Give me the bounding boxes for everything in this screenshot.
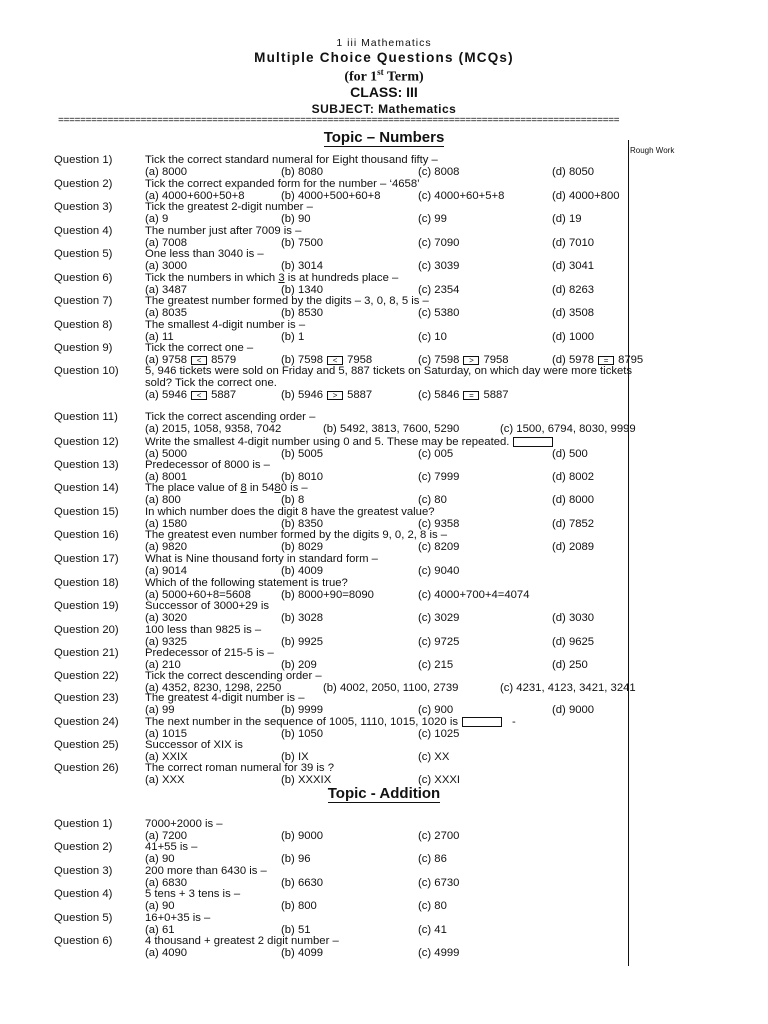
answer-option[interactable]: (c) 9040 — [418, 565, 460, 577]
answer-option[interactable]: (d) 3030 — [552, 612, 595, 624]
answer-option[interactable]: (b) 4099 — [281, 947, 324, 959]
answer-option[interactable]: (b) 90 — [281, 213, 311, 225]
option-right-number: 7958 — [347, 354, 373, 366]
question-number: Question 14) — [54, 482, 119, 494]
answer-option[interactable]: (a) 2015, 1058, 9358, 7042 — [145, 423, 282, 435]
question-text-line: One less than 3040 is – — [145, 248, 264, 260]
answer-blank-box[interactable] — [462, 717, 502, 727]
answer-option[interactable]: (b) 5492, 3813, 7600, 5290 — [323, 423, 460, 435]
answer-option[interactable]: (d) 19 — [552, 213, 582, 225]
question-text — [145, 889, 725, 901]
question-text-line: Tick the correct expanded form for the number – ‘4658’ — [145, 178, 420, 190]
question-number: Question 19) — [54, 600, 119, 612]
answer-option[interactable]: (b) 8000+90=8090 — [281, 589, 374, 601]
question-number: Question 5) — [54, 248, 113, 260]
answer-option[interactable]: (a) 11 — [145, 331, 174, 343]
underlined-digit: 8 — [274, 482, 281, 494]
answer-option[interactable]: (b) 1340 — [281, 284, 324, 296]
question-text-line: Successor of 3000+29 is — [145, 600, 270, 612]
question-number: Question 4) — [54, 888, 113, 900]
question-text — [145, 412, 725, 424]
question-text — [145, 530, 725, 542]
answer-option[interactable]: (b) 800 — [281, 900, 317, 912]
question-text — [145, 740, 725, 752]
question-text — [145, 763, 725, 775]
answer-option[interactable]: (c) 80 — [418, 494, 447, 506]
question-text-line: Write the smallest 4-digit number using 0 and 5. These may be repeated. — [145, 436, 510, 448]
topic-title-text: Topic - Addition — [327, 785, 441, 802]
options-row — [145, 948, 745, 960]
answer-option[interactable]: (a) 8035 — [145, 307, 188, 319]
question-number: Question 5) — [54, 912, 113, 924]
question-text-line: 200 more than 6430 is – — [145, 865, 267, 877]
question-text — [145, 460, 725, 472]
answer-option[interactable]: (c) XX — [418, 751, 450, 763]
question-text — [145, 483, 725, 495]
answer-option[interactable]: (b) IX — [281, 751, 309, 763]
question-number: Question 12) — [54, 436, 119, 448]
question-text-line: What is Nine thousand forty in standard form – — [145, 553, 378, 565]
question-text-line: 5 tens + 3 tens is – — [145, 888, 241, 900]
answer-option[interactable]: (a) 99 — [145, 704, 175, 716]
question-text-line: 5, 946 tickets were sold on Friday and 5, 887 tickets on Saturday, on which day were more tickets — [145, 365, 633, 377]
question-text — [145, 693, 725, 705]
option-left-number: (a) 5946 — [145, 389, 188, 401]
question-number: Question 10) — [54, 365, 119, 377]
options-row — [145, 390, 745, 402]
underlined-digit: 8 — [240, 482, 247, 494]
answer-option[interactable]: (c) 7999 — [418, 471, 460, 483]
question-number: Question 3) — [54, 201, 113, 213]
question-text — [145, 625, 725, 637]
answer-option[interactable]: (c) 6730 — [418, 877, 460, 889]
answer-option[interactable]: (b) 96 — [281, 853, 311, 865]
answer-option[interactable]: (a) 7200 — [145, 830, 188, 842]
question-number: Question 2) — [54, 178, 113, 190]
question-text — [145, 842, 725, 854]
question-text — [145, 320, 725, 332]
question-text-line: Predecessor of 8000 is – — [145, 459, 270, 471]
question-text — [145, 866, 725, 878]
question-number: Question 1) — [54, 818, 113, 830]
question-text — [145, 671, 725, 683]
answer-option[interactable]: (c) 8008 — [418, 166, 460, 178]
answer-option[interactable]: (d) 2089 — [552, 541, 595, 553]
answer-option[interactable]: (a) 3000 — [145, 260, 188, 272]
answer-option[interactable]: (a) XXIX — [145, 751, 188, 763]
answer-option[interactable]: (c) 86 — [418, 853, 447, 865]
answer-option[interactable]: (d) 8050 — [552, 166, 595, 178]
answer-option[interactable] — [418, 390, 509, 402]
question-text — [145, 648, 725, 660]
question-text-line: Tick the correct descending order – — [145, 670, 322, 682]
question-number: Question 13) — [54, 459, 119, 471]
question-number: Question 8) — [54, 319, 113, 331]
answer-option[interactable]: (a) 9 — [145, 213, 169, 225]
separator-rule: ====================================================================================================== — [58, 116, 620, 127]
answer-blank-box[interactable] — [513, 437, 553, 447]
option-right-number: 5887 — [211, 389, 237, 401]
question-text-line: sold? Tick the correct one. — [145, 376, 277, 389]
question-text — [145, 601, 725, 613]
option-right-number: 5887 — [347, 389, 373, 401]
answer-option[interactable]: (b) 3014 — [281, 260, 324, 272]
answer-option[interactable]: (c) 7090 — [418, 237, 460, 249]
question-text — [145, 249, 725, 261]
question-text-line: The greatest number formed by the digits – 3, 0, 8, 5 is – — [145, 295, 429, 307]
question-text-line: In which number does the digit 8 have the greatest value? — [145, 506, 435, 518]
term-sup: st — [377, 67, 384, 77]
question-number: Question 25) — [54, 739, 119, 751]
answer-option[interactable]: (d) 9625 — [552, 636, 595, 648]
answer-option[interactable]: (c) 9358 — [418, 518, 460, 530]
option-left-number: (c) 5846 — [418, 389, 460, 401]
question-text — [145, 554, 725, 566]
question-number: Question 16) — [54, 529, 119, 541]
question-text-line: The greatest 4-digit number is – — [145, 692, 305, 704]
answer-option[interactable]: (a) 90 — [145, 900, 175, 912]
answer-option[interactable]: (b) 1050 — [281, 728, 324, 740]
question-text — [145, 936, 725, 948]
comparison-sign-box: > — [327, 391, 343, 400]
answer-option[interactable]: (a) XXX — [145, 774, 185, 786]
question-text-line: Tick the numbers in which 3 is at hundreds place – — [145, 272, 399, 284]
option-left-number: (d) 5978 — [552, 354, 595, 366]
question-number: Question 20) — [54, 624, 119, 636]
answer-option[interactable]: (b) 5005 — [281, 448, 324, 460]
answer-option[interactable]: (d) 8000 — [552, 494, 595, 506]
options-row — [145, 901, 745, 913]
answer-option[interactable]: (a) 61 — [145, 924, 175, 936]
answer-option[interactable]: (c) 3039 — [418, 260, 460, 272]
question-number: Question 11) — [54, 411, 118, 423]
question-text — [145, 437, 725, 449]
question-number: Question 21) — [54, 647, 119, 659]
answer-option[interactable]: (c) 9725 — [418, 636, 460, 648]
answer-option[interactable]: (b) 3028 — [281, 612, 324, 624]
answer-option[interactable]: (c) 005 — [418, 448, 454, 460]
answer-option[interactable]: (a) 5000+60+8=5608 — [145, 589, 251, 601]
answer-option[interactable]: (b) 51 — [281, 924, 311, 936]
question-text-line: The greatest even number formed by the digits 9, 0, 2, 8 is – — [145, 529, 448, 541]
question-number: Question 1) — [54, 154, 113, 166]
question-text — [145, 202, 725, 214]
question-number: Question 23) — [54, 692, 119, 704]
answer-option[interactable]: (c) 4000+60+5+8 — [418, 190, 505, 202]
answer-option[interactable]: (d) 8002 — [552, 471, 595, 483]
question-number: Question 7) — [54, 295, 113, 307]
answer-option[interactable]: (d) 9000 — [552, 704, 595, 716]
answer-option[interactable]: (a) 1015 — [145, 728, 188, 740]
answer-option[interactable]: (c) XXXI — [418, 774, 461, 786]
answer-option[interactable]: (a) 4090 — [145, 947, 188, 959]
answer-option[interactable]: (a) 4000+600+50+8 — [145, 190, 245, 202]
answer-option[interactable]: (a) 1580 — [145, 518, 188, 530]
option-right-number: 8795 — [618, 354, 644, 366]
answer-option[interactable]: (b) 8350 — [281, 518, 324, 530]
class-line: CLASS: III — [350, 84, 418, 100]
question-text-line: Which of the following statement is true? — [145, 577, 348, 589]
answer-option[interactable]: (b) 4000+500+60+8 — [281, 190, 381, 202]
answer-option[interactable]: (c) 900 — [418, 704, 454, 716]
question-text-line: 16+0+35 is – — [145, 912, 211, 924]
answer-option[interactable]: (c) 1500, 6794, 8030, 9999 — [500, 423, 636, 435]
topic-title — [0, 785, 768, 802]
question-text-line: Successor of XIX is — [145, 739, 243, 751]
question-text-line: 4 thousand + greatest 2 digit number – — [145, 935, 339, 947]
question-text-line: 41+55 is – — [145, 841, 198, 853]
question-text — [145, 366, 725, 389]
answer-option[interactable]: (a) 90 — [145, 853, 175, 865]
answer-option[interactable]: (a) 7008 — [145, 237, 188, 249]
answer-option[interactable]: (c) 2700 — [418, 830, 460, 842]
comparison-sign-box: < — [191, 391, 207, 400]
subject-line: SUBJECT: Mathematics — [311, 102, 457, 116]
option-right-number: 5887 — [483, 389, 509, 401]
comparison-sign-box: = — [463, 391, 479, 400]
answer-option[interactable]: (b) 1 — [281, 331, 305, 343]
answer-option[interactable]: (a) 5000 — [145, 448, 188, 460]
option-right-number: 8579 — [211, 354, 237, 366]
answer-option[interactable]: (d) 500 — [552, 448, 588, 460]
question-text — [145, 578, 725, 590]
term-post: Term) — [383, 69, 424, 85]
question-number: Question 22) — [54, 670, 119, 682]
answer-option[interactable]: (c) 5380 — [418, 307, 460, 319]
question-text — [145, 179, 725, 191]
answer-option[interactable]: (b) 8530 — [281, 307, 324, 319]
answer-option[interactable]: (a) 4352, 8230, 1298, 2250 — [145, 682, 282, 694]
question-number: Question 26) — [54, 762, 119, 774]
answer-option[interactable]: (b) 8080 — [281, 166, 324, 178]
question-text-line: Predecessor of 215-5 is – — [145, 647, 274, 659]
answer-option[interactable]: (c) 4999 — [418, 947, 460, 959]
answer-option[interactable]: (d) 3041 — [552, 260, 595, 272]
answer-option[interactable]: (c) 10 — [418, 331, 447, 343]
question-number: Question 24) — [54, 716, 119, 728]
answer-option[interactable]: (b) 209 — [281, 659, 317, 671]
answer-option[interactable] — [281, 390, 372, 402]
answer-option[interactable]: (a) 8000 — [145, 166, 188, 178]
answer-option[interactable]: (d) 7852 — [552, 518, 595, 530]
term-line — [0, 67, 768, 86]
answer-option[interactable]: (b) XXXIX — [281, 774, 332, 786]
question-text-line: 7000+2000 is – — [145, 818, 223, 830]
answer-option[interactable]: (d) 250 — [552, 659, 588, 671]
option-left-number: (b) 5946 — [281, 389, 324, 401]
comparison-sign-box: < — [327, 356, 343, 365]
answer-option[interactable]: (a) 9820 — [145, 541, 188, 553]
question-text-line: Tick the correct ascending order – — [145, 411, 316, 423]
answer-option[interactable]: (c) 80 — [418, 900, 447, 912]
question-text-line: Tick the correct standard numeral for Eight thousand fifty – — [145, 154, 438, 166]
topic-title-text: Topic – Numbers — [323, 129, 445, 146]
question-text-line: The smallest 4-digit number is – — [145, 319, 306, 331]
answer-option[interactable]: (a) 9325 — [145, 636, 188, 648]
answer-option[interactable]: (b) 9999 — [281, 704, 324, 716]
option-left-number: (c) 7598 — [418, 354, 460, 366]
answer-option[interactable]: (c) 1025 — [418, 728, 460, 740]
answer-option[interactable]: (d) 4000+800 — [552, 190, 620, 202]
answer-option[interactable]: (d) 8263 — [552, 284, 595, 296]
answer-option[interactable]: (a) 210 — [145, 659, 181, 671]
answer-option[interactable]: (a) 3487 — [145, 284, 188, 296]
question-text — [145, 296, 725, 308]
option-left-number: (b) 7598 — [281, 354, 324, 366]
question-text — [145, 507, 725, 519]
question-number: Question 17) — [54, 553, 119, 565]
comparison-sign-box: = — [598, 356, 614, 365]
question-text-line: Tick the greatest 2-digit number – — [145, 201, 313, 213]
answer-option[interactable]: (d) 1000 — [552, 331, 595, 343]
answer-option[interactable]: (c) 8209 — [418, 541, 460, 553]
question-text-line: 100 less than 9825 is – — [145, 624, 262, 636]
option-left-number: (a) 9758 — [145, 354, 188, 366]
answer-option[interactable]: (c) 3029 — [418, 612, 460, 624]
question-text — [145, 273, 725, 285]
document-title: Multiple Choice Questions (MCQs) — [254, 50, 514, 65]
question-text — [145, 819, 725, 831]
question-number: Question 6) — [54, 272, 113, 284]
question-number: Question 9) — [54, 342, 113, 354]
answer-option[interactable]: (b) 8029 — [281, 541, 324, 553]
question-number: Question 2) — [54, 841, 113, 853]
answer-option[interactable]: (a) 6830 — [145, 877, 188, 889]
term-pre: (for 1 — [344, 69, 378, 85]
answer-option[interactable]: (a) 3020 — [145, 612, 188, 624]
question-text-line: Tick the correct one – — [145, 342, 254, 354]
answer-option[interactable]: (a) 8001 — [145, 471, 188, 483]
question-text-line: The next number in the sequence of 1005, 1110, 1015, 1020 is — [145, 716, 458, 728]
question-text-line: The number just after 7009 is – — [145, 225, 302, 237]
answer-option[interactable]: (c) 215 — [418, 659, 454, 671]
answer-option[interactable]: (b) 6630 — [281, 877, 324, 889]
question-text — [145, 913, 725, 925]
topic-title — [0, 129, 768, 146]
question-number: Question 15) — [54, 506, 119, 518]
answer-option[interactable]: (b) 4002, 2050, 1100, 2739 — [323, 682, 459, 694]
answer-option[interactable]: (d) 7010 — [552, 237, 595, 249]
question-text — [145, 155, 725, 167]
answer-option[interactable]: (c) 4000+700+4=4074 — [418, 589, 530, 601]
answer-option[interactable]: (b) 9000 — [281, 830, 324, 842]
answer-option[interactable]: (a) 800 — [145, 494, 181, 506]
option-right-number: 7958 — [483, 354, 509, 366]
question-number: Question 4) — [54, 225, 113, 237]
question-number: Question 6) — [54, 935, 113, 947]
answer-option[interactable] — [145, 390, 236, 402]
answer-option[interactable]: (c) 41 — [418, 924, 447, 936]
comparison-sign-box: > — [463, 356, 479, 365]
answer-option[interactable]: (c) 4231, 4123, 3421, 3241 — [500, 682, 636, 694]
answer-option[interactable]: (b) 4009 — [281, 565, 324, 577]
answer-option[interactable]: (b) 7500 — [281, 237, 324, 249]
comparison-sign-box: < — [191, 356, 207, 365]
question-text — [145, 717, 725, 729]
answer-option[interactable]: (d) 3508 — [552, 307, 595, 319]
answer-option[interactable]: (a) 9014 — [145, 565, 188, 577]
options-row — [145, 424, 745, 436]
answer-option[interactable]: (b) 8 — [281, 494, 305, 506]
question-text-line: The correct roman numeral for 39 is ? — [145, 762, 334, 774]
answer-option[interactable]: (b) 8010 — [281, 471, 324, 483]
question-text — [145, 226, 725, 238]
question-text-line: The place value of 8 in 5480 is – — [145, 482, 308, 494]
answer-option[interactable]: (c) 99 — [418, 213, 447, 225]
answer-option[interactable]: (c) 2354 — [418, 284, 460, 296]
underlined-digit: 3 — [278, 272, 285, 284]
question-number: Question 3) — [54, 865, 113, 877]
header-top-line: 1 iii Mathematics — [336, 37, 432, 49]
question-text-tail: - — [511, 716, 516, 728]
rough-work-label: Rough Work — [630, 146, 675, 155]
question-number: Question 18) — [54, 577, 119, 589]
answer-option[interactable]: (b) 9925 — [281, 636, 324, 648]
question-text — [145, 343, 725, 355]
